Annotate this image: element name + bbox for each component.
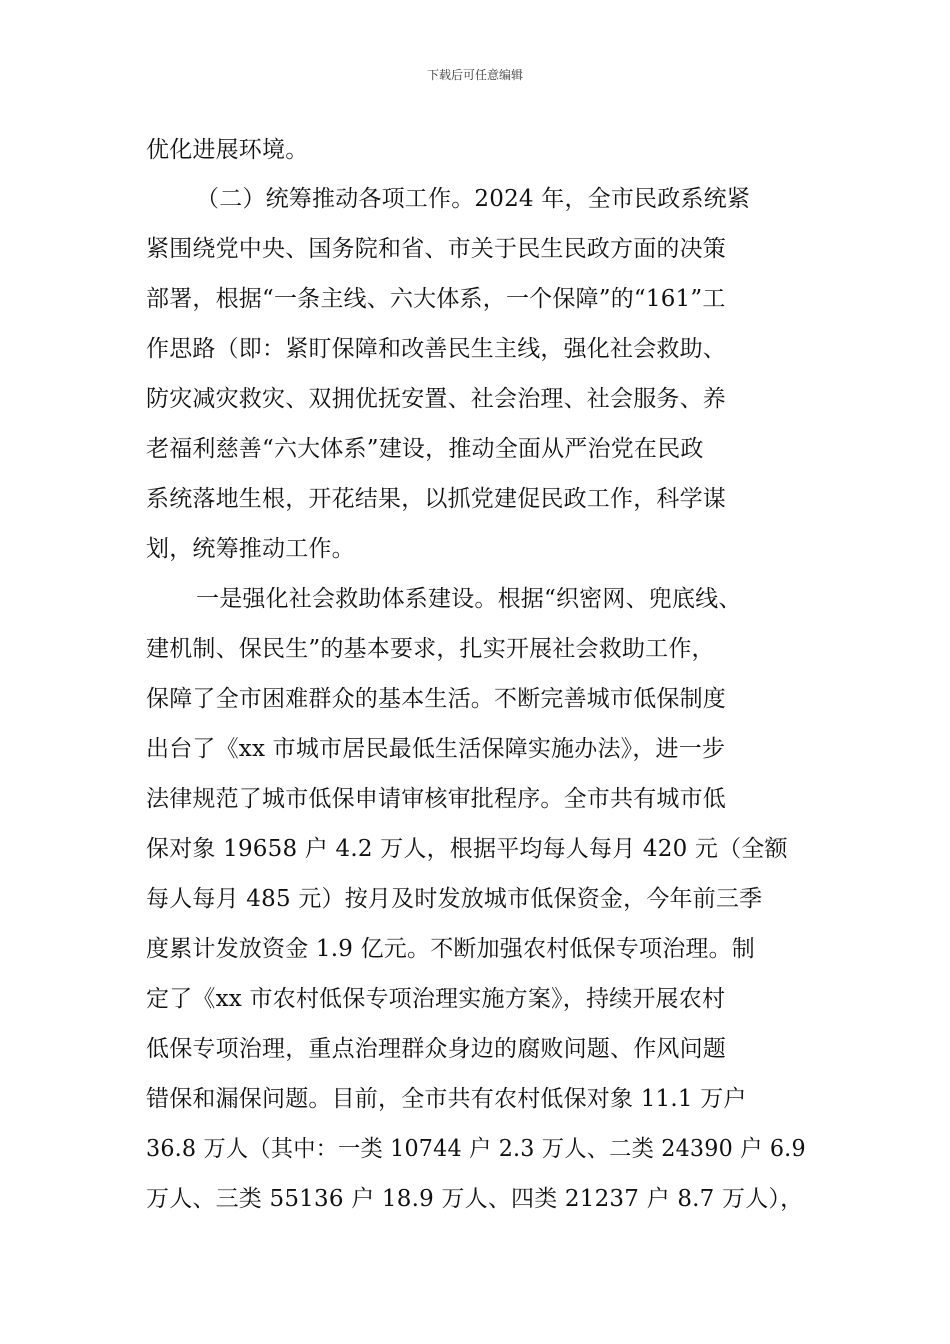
text-line: 老福利慈善“六大体系”建设，推动全面从严治党在民政 <box>146 436 704 462</box>
text-line: 法律规范了城市低保申请审核审批程序。全市共有城市低 <box>146 786 726 812</box>
text-line: （二）统筹推动各项工作。2024 年，全市民政系统紧 <box>196 186 751 212</box>
text-line: 出台了《xx 市城市居民最低生活保障实施办法》，进一步 <box>146 736 726 762</box>
text-line: 作思路（即：紧盯保障和改善民生主线，强化社会救助、 <box>146 336 726 362</box>
text-line: 紧围绕党中央、国务院和省、市关于民生民政方面的决策 <box>146 236 726 262</box>
text-line: 一是强化社会救助体系建设。根据“织密网、兜底线、 <box>196 586 742 612</box>
text-line: 系统落地生根，开花结果，以抓党建促民政工作，科学谋 <box>146 486 726 512</box>
text-line: 优化进展环境。 <box>146 137 309 163</box>
text-line: 低保专项治理，重点治理群众身边的腐败问题、作风问题 <box>146 1036 726 1062</box>
text-line: 万人、三类 55136 户 18.9 万人、四类 21237 户 8.7 万人）， <box>146 1186 804 1212</box>
text-line: 建机制、保民生”的基本要求，扎实开展社会救助工作， <box>146 636 715 662</box>
text-line: 度累计发放资金 1.9 亿元。不断加强农村低保专项治理。制 <box>146 936 755 962</box>
text-line: 每人每月 485 元）按月及时发放城市低保资金，今年前三季 <box>146 886 763 912</box>
text-line: 保对象 19658 户 4.2 万人，根据平均每人每月 420 元（全额 <box>146 836 788 862</box>
text-line: 保障了全市困难群众的基本生活。不断完善城市低保制度 <box>146 686 726 712</box>
text-line: 定了《xx 市农村低保专项治理实施方案》，持续开展农村 <box>146 986 726 1012</box>
text-line: 错保和漏保问题。目前，全市共有农村低保对象 11.1 万户 <box>146 1086 747 1112</box>
text-line: 划，统筹推动工作。 <box>146 536 355 562</box>
text-line: 防灾减灾救灾、双拥优抚安置、社会治理、社会服务、养 <box>146 386 726 412</box>
text-line: 部署，根据“一条主线、六大体系，一个保障”的“161”工 <box>146 286 726 312</box>
page-header: 下载后可任意编辑 <box>426 68 523 82</box>
text-line: 36.8 万人（其中：一类 10744 户 2.3 万人、二类 24390 户 6.9 <box>146 1136 806 1162</box>
